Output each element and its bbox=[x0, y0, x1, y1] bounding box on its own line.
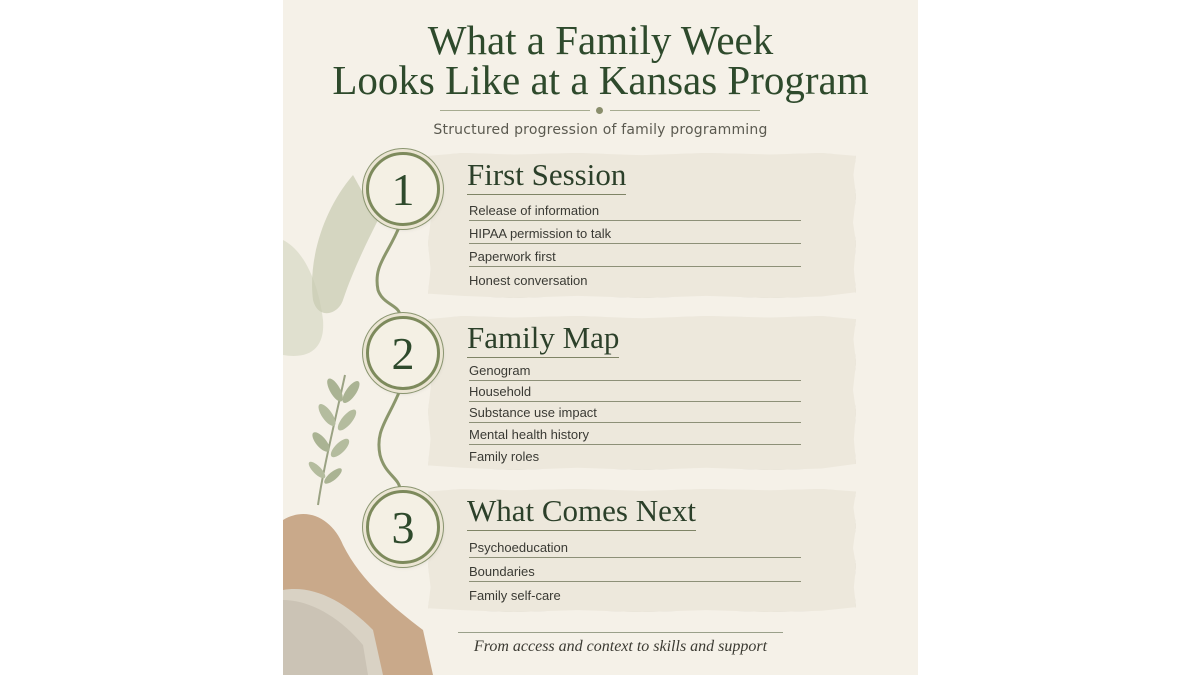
step-number-badge-3: 3 bbox=[366, 490, 440, 564]
step-2-item: Household bbox=[469, 383, 801, 402]
step-heading-3: What Comes Next bbox=[467, 494, 696, 531]
step-number-badge-1: 1 bbox=[366, 152, 440, 226]
step-1-item: Paperwork first bbox=[469, 248, 801, 267]
footer-divider bbox=[458, 632, 783, 633]
step-heading-1: First Session bbox=[467, 158, 626, 195]
divider-right bbox=[610, 110, 760, 111]
title-line-1: What a Family Week bbox=[427, 17, 774, 63]
step-2-item: Genogram bbox=[469, 362, 801, 381]
step-number-badge-2: 2 bbox=[366, 316, 440, 390]
step-heading-2: Family Map bbox=[467, 321, 619, 358]
step-1-item: HIPAA permission to talk bbox=[469, 225, 801, 244]
step-1-item: Release of information bbox=[469, 202, 801, 221]
step-1-item: Honest conversation bbox=[469, 273, 588, 288]
step-2-item: Substance use impact bbox=[469, 404, 801, 423]
footer-tagline: From access and context to skills and support bbox=[473, 638, 768, 655]
step-2-item: Family roles bbox=[469, 449, 540, 464]
subtitle: Structured progression of family programming bbox=[433, 122, 768, 138]
infographic-poster bbox=[283, 0, 918, 675]
step-3-item: Boundaries bbox=[469, 563, 801, 582]
title-line-2: Looks Like at a Kansas Program bbox=[332, 57, 869, 103]
step-3-item: Family self-care bbox=[469, 588, 561, 603]
divider-left bbox=[440, 110, 590, 111]
step-2-item: Mental health history bbox=[469, 426, 801, 445]
step-3-item: Psychoeducation bbox=[469, 539, 801, 558]
divider-dot bbox=[596, 107, 603, 114]
leaf-sprig-icon bbox=[306, 375, 362, 505]
